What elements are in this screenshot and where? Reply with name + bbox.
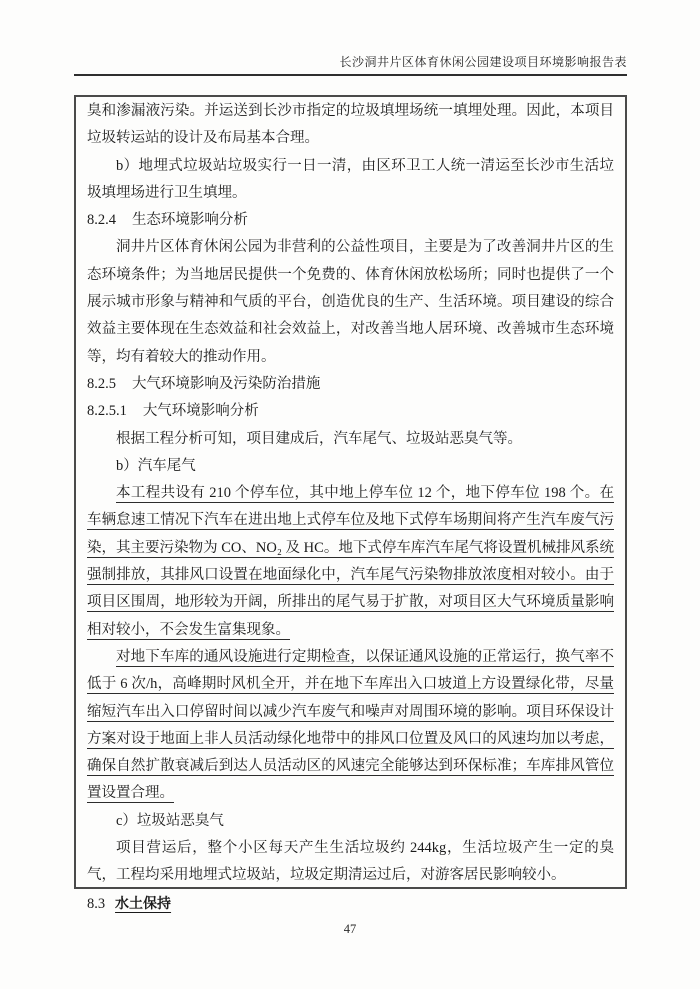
page-number: 47 bbox=[343, 922, 357, 936]
paragraph-ventilation-measures-underlined: 对地下车库的通风设施进行定期检查，以保证通风设施的正常运行，换气率不低于 6 次/h，高峰期时风机全开，并在地下车库出入口坡道上方设置绿化带，尽量缩短汽车出入口停留时间以减少汽车废气和噪声对周围环境的影响。项目环保设计方案对设于地面上非人员活动绿化地带中的排风口位置及风口的风速均加以考虑，确保自然扩散衰减后到达人员活动区的风速完全能够达到环保标准；车库排风管位置设置合理。 bbox=[87, 648, 614, 802]
paragraph-waste-transfer-conclusion: 臭和渗漏液污染。并运送到长沙市指定的垃圾填埋场统一填埋处理。因此，本项目垃圾转运站的设计及布局基本合理。 bbox=[87, 103, 614, 147]
heading-number: 8.3 bbox=[87, 895, 106, 912]
heading-title: 大气环境影响及污染防治措施 bbox=[131, 375, 321, 392]
paragraph-item-c-waste-odor: c）垃圾站恶臭气 bbox=[116, 812, 224, 829]
heading-title: 水土保持 bbox=[115, 894, 172, 911]
paragraph-ecological-benefits: 洞井片区体育休闲公园为非营利的公益性项目，主要是为了改善洞井片区的生态环境条件；为当地居民提供一个免费的、体育休闲放松场所；同时也提供了一个展示城市形象与精神和气质的平台，创造优良的生产、生活环境。项目建设的综合效益主要体现在生态效益和社会效益上，对改善当地人居环境、改善城市生态环境等，均有着较大的推动作用。 bbox=[87, 239, 614, 365]
section-heading-8-2-5-1 bbox=[87, 398, 614, 425]
section-heading-8-2-5 bbox=[87, 371, 614, 398]
heading-number: 8.2.5 bbox=[87, 375, 116, 392]
paragraph-parking-exhaust-underlined: 本工程共设有 210 个停车位，其中地上停车位 12 个，地下停车位 198 个。在车辆怠速工情况下汽车在进出地上式停车位及地下式停车场期间将产生汽车废气污染，其主要污染物为 CO、NO₂ 及 HC。地下式停车库汽车尾气将设置机械排风系统强制排放，其排风口设置在地面绿化中，汽车尾气污染物排放浓度相对较小。由于项目区围周，地形较为开阔，所排出的尾气易于扩散，对项目区大气环境质量影响相对较小，不会发生富集现象。 bbox=[87, 485, 614, 638]
heading-title: 生态环境影响分析 bbox=[131, 212, 248, 229]
heading-title: 大气环境影响分析 bbox=[142, 403, 259, 420]
heading-number: 8.2.5.1 bbox=[87, 403, 127, 420]
header-rule bbox=[74, 74, 627, 76]
paragraph-analysis-intro: 根据工程分析可知，项目建成后，汽车尾气、垃圾站恶臭气等。 bbox=[116, 430, 522, 447]
report-header-title: 长沙洞井片区体育休闲公园建设项目环境影响报告表 bbox=[339, 55, 627, 69]
paragraph-buried-waste-station: b）地埋式垃圾站垃圾实行一日一清，由区环卫工人统一清运至长沙市生活垃圾填埋场进行卫生填埋。 bbox=[87, 157, 614, 201]
section-heading-8-3 bbox=[87, 890, 614, 918]
paragraph-daily-waste-odor: 项目营运后，整个小区每天产生生活垃圾约 244kg，生活垃圾产生一定的臭气，工程均采用地埋式垃圾站，垃圾定期清运过后，对游客居民影响较小。 bbox=[87, 840, 614, 884]
paragraph-item-b-vehicle-exhaust: b）汽车尾气 bbox=[116, 457, 196, 474]
content-border-box bbox=[74, 95, 627, 912]
section-heading-8-2-4 bbox=[87, 207, 614, 234]
heading-number: 8.2.4 bbox=[87, 212, 116, 229]
